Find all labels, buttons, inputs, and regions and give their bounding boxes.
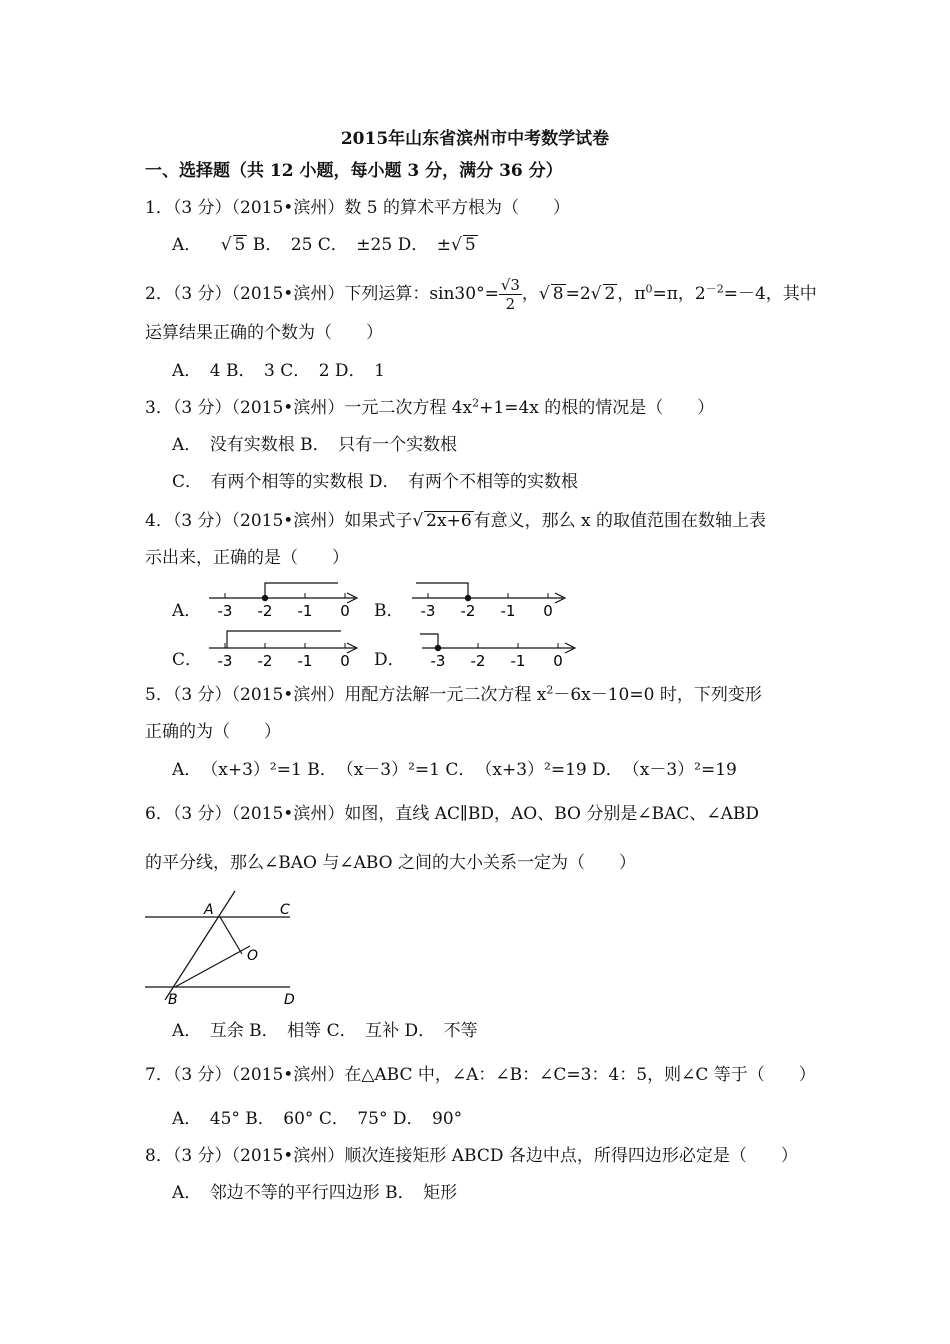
sqrt-icon: √ [220, 235, 232, 255]
q1-stem: 1．（3 分）（2015•滨州）数 5 的算术平方根为（ ） [145, 198, 570, 218]
q2-part1: 2．（3 分）（2015•滨州）下列运算：sin30°= [145, 284, 499, 304]
q2-comma: ， [521, 284, 539, 304]
tick-label: -2 [257, 602, 273, 620]
sqrt-icon: √ [450, 235, 462, 255]
q4-line2: 示出来，正确的是（ ） [145, 548, 349, 568]
q2-pi: ，π [617, 284, 646, 304]
q6-figure [140, 888, 310, 1013]
tick-label: -3 [217, 652, 233, 670]
q5-line2: 正确的为（ ） [145, 722, 281, 742]
q1-option-a-radicand: 5 [234, 235, 246, 255]
q4-stem-a: 4．（3 分）（2015•滨州）如果式子 [145, 511, 413, 531]
q1-option-bcd: B． 25 C． ±25 D． ± [252, 235, 451, 255]
tick-label: -3 [217, 602, 233, 620]
tick-label: 0 [543, 602, 553, 620]
q2-pi-sup: 0 [645, 282, 653, 296]
q2-rad8: 8 [552, 284, 564, 304]
q7-stem: 7．（3 分）（2015•滨州）在△ABC 中，∠A：∠B：∠C=3：4：5，则∠C 等于（ ） [145, 1065, 816, 1085]
sqrt-icon: √ [590, 284, 602, 304]
tick-label: -1 [510, 652, 526, 670]
tick-label: 0 [553, 652, 563, 670]
q5-sup: 2 [546, 683, 554, 697]
q2-pi-rest: =π，2 [652, 284, 706, 304]
q6-stem: 6．（3 分）（2015•滨州）如图，直线 AC∥BD，AO、BO 分别是∠BAC、∠ABD [145, 804, 760, 824]
tick-label: -2 [257, 652, 273, 670]
q4-stem-b: 有意义，那么 x 的取值范围在数轴上表 [473, 511, 767, 531]
q1-options [172, 234, 478, 256]
q2-fraction [499, 276, 522, 313]
q2-line2: 运算结果正确的个数为（ ） [145, 323, 383, 343]
tick-label: -1 [297, 602, 313, 620]
tick-label: 0 [340, 652, 350, 670]
bisector-ao [220, 917, 242, 954]
tick-label: -1 [500, 602, 516, 620]
point-label-d: D [284, 992, 295, 1008]
q5-stem-b: －6x－10=0 时，下列变形 [553, 685, 762, 705]
solid-dot [465, 595, 471, 601]
point-label-c: C [280, 902, 290, 918]
q4-label-d: D． [374, 650, 405, 670]
section-heading: 一、选择题（共 12 小题，每小题 3 分，满分 36 分） [145, 161, 563, 181]
q3-stem-a: 3．（3 分）（2015•滨州）一元二次方程 4x [145, 398, 473, 418]
q6-line2: 的平分线，那么∠BAO 与∠ABO 之间的大小关系一定为（ ） [145, 853, 637, 873]
point-label-b: B [168, 992, 178, 1008]
range-bracket [227, 631, 341, 648]
q2-tail: =－4，其中 [723, 284, 817, 304]
tick-label: 0 [340, 602, 350, 620]
number-line-b [408, 578, 573, 622]
q8-stem: 8．（3 分）（2015•滨州）顺次连接矩形 ABCD 各边中点，所得四边形必定是（ ） [145, 1146, 798, 1166]
q2-rad2: 2 [604, 284, 616, 304]
number-line-d [418, 626, 583, 672]
q4-label-a: A． [172, 601, 202, 621]
q8-options: A． 邻边不等的平行四边形 B． 矩形 [172, 1183, 458, 1203]
range-bracket [416, 583, 468, 598]
solid-dot [435, 645, 441, 651]
tick-label: -3 [430, 652, 446, 670]
q4-label-c: C． [172, 650, 203, 670]
sqrt-icon: √ [412, 511, 424, 531]
range-bracket [420, 634, 438, 648]
tick-label: -2 [460, 602, 476, 620]
tick-label: -3 [420, 602, 436, 620]
q1-option-d-radicand: 5 [464, 235, 476, 255]
q7-options: A． 45° B． 60° C． 75° D． 90° [172, 1109, 463, 1129]
range-bracket [265, 583, 338, 598]
q2-options: A． 4 B． 3 C． 2 D． 1 [172, 361, 385, 381]
transversal-ab [165, 891, 235, 1000]
q3-options-ab: A． 没有实数根 B． 只有一个实数根 [172, 435, 458, 455]
sqrt-icon: √ [538, 284, 550, 304]
q6-options: A． 互余 B． 相等 C． 互补 D． 不等 [172, 1021, 478, 1041]
point-label-o: O [247, 948, 259, 964]
q5-stem [145, 684, 762, 706]
q4-stem [145, 510, 766, 532]
q2-stem [145, 276, 817, 313]
q3-sup: 2 [472, 396, 480, 410]
solid-dot [262, 595, 268, 601]
q2-frac-den: 2 [505, 295, 516, 313]
tick-label: -1 [297, 652, 313, 670]
q3-stem [145, 397, 714, 419]
q3-stem-b: +1=4x 的根的情况是（ ） [479, 398, 715, 418]
number-line-c [205, 626, 365, 672]
q2-eq2: =2 [565, 284, 591, 304]
q1-option-a-label: A． [172, 235, 202, 255]
q2-exp-sup: －2 [705, 282, 724, 296]
point-label-a: A [204, 902, 214, 918]
q5-stem-a: 5．（3 分）（2015•滨州）用配方法解一元二次方程 x [145, 685, 547, 705]
q5-options: A． （x+3）²=1 B． （x－3）²=1 C． （x+3）²=19 D． （x－3）²=19 [172, 760, 737, 780]
q3-options-cd: C． 有两个相等的实数根 D． 有两个不相等的实数根 [172, 472, 579, 492]
q4-label-b: B． [374, 601, 404, 621]
q2-frac-num: √3 [500, 276, 520, 294]
number-line-a [205, 578, 365, 622]
q4-radicand: 2x+6 [426, 511, 472, 531]
tick-label: -2 [470, 652, 486, 670]
exam-title: 2015年山东省滨州市中考数学试卷 [340, 129, 610, 149]
